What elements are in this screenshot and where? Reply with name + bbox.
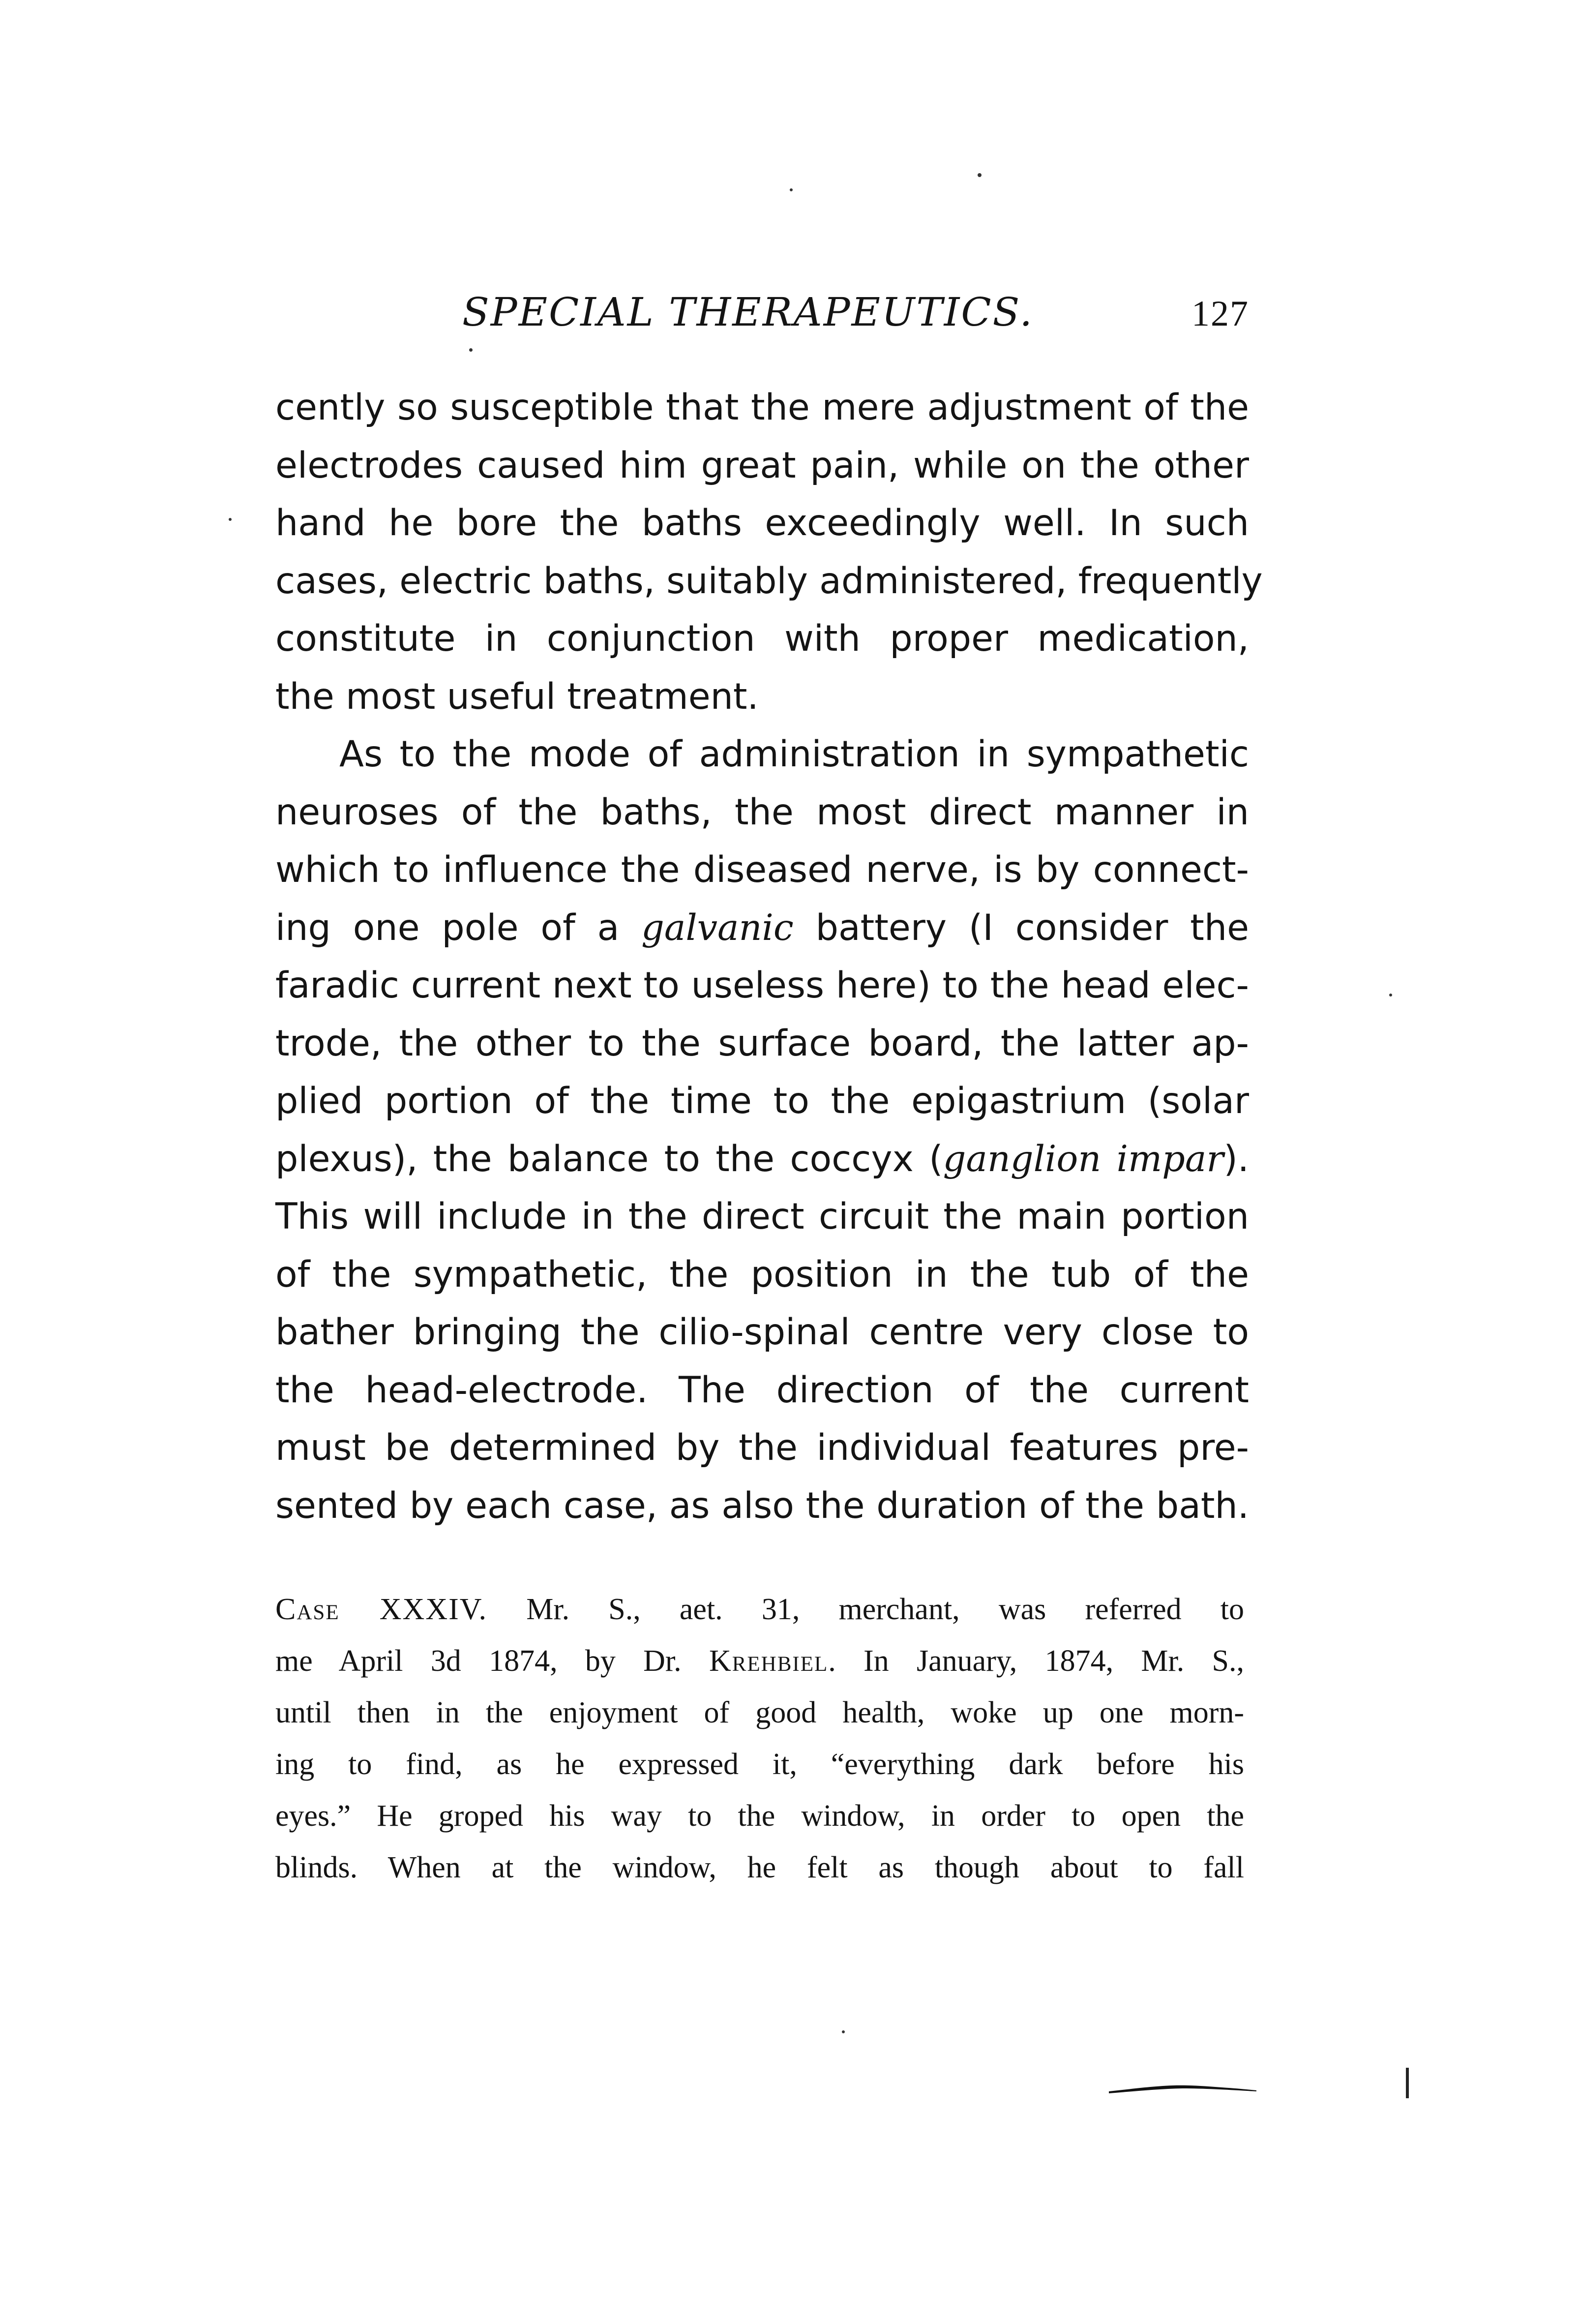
scan-speck xyxy=(229,518,232,521)
italic-term: ganglion impar xyxy=(943,1138,1224,1180)
scan-speck xyxy=(1389,994,1392,996)
text-line: until then in the enjoyment of good health, woke up one morn- xyxy=(275,1696,1244,1729)
scan-speck xyxy=(790,188,793,191)
body-text xyxy=(275,379,1263,1535)
text-line xyxy=(275,1584,1244,1635)
text-line: plied portion of the time to the epigastrium (solar xyxy=(275,1080,1249,1122)
case-label: Case XXXIV. xyxy=(275,1593,488,1626)
text-line: cases, electric baths, suitably administered, frequently xyxy=(275,560,1263,602)
text-line: constitute in conjunction with proper medication, xyxy=(275,618,1249,660)
edge-mark xyxy=(1404,2066,1411,2100)
text-line: which to influence the diseased nerve, is by connect- xyxy=(275,849,1249,891)
case-note xyxy=(275,1584,1244,1894)
running-header xyxy=(275,289,1249,343)
text-line: sented by each case, as also the duration of the bath. xyxy=(275,1484,1249,1527)
text-line: faradic current next to useless here) to the head elec- xyxy=(275,965,1249,1006)
scan-speck xyxy=(842,2030,845,2033)
text-line: As to the mode of administration in sympathetic xyxy=(339,733,1249,775)
scan-speck xyxy=(469,348,473,352)
text-fragment: battery (I consider the xyxy=(793,906,1249,949)
text-line: blinds. When at the window, he felt as though about to fall xyxy=(275,1851,1244,1884)
scan-speck xyxy=(978,173,982,177)
text-line: the head-electrode. The direction of the current xyxy=(275,1369,1249,1411)
text-line: of the sympathetic, the position in the tub of the xyxy=(275,1253,1249,1296)
text-fragment: Mr. S., aet. 31, merchant, was referred to xyxy=(487,1593,1245,1626)
text-line: neuroses of the baths, the most direct manner in xyxy=(275,791,1249,833)
text-line xyxy=(275,1130,1249,1188)
page-number: 127 xyxy=(1191,294,1249,334)
text-line: must be determined by the individual features pre- xyxy=(275,1427,1249,1469)
doctor-name: Krehbiel xyxy=(709,1644,829,1678)
text-line: eyes.” He groped his way to the window, in order to open the xyxy=(275,1799,1244,1833)
text-fragment: ing one pole of a xyxy=(275,906,642,949)
text-fragment: me April 3d 1874, by Dr. xyxy=(275,1644,709,1678)
text-line: ing to find, as he expressed it, “everything dark before his xyxy=(275,1748,1244,1781)
text-line xyxy=(275,1635,1244,1687)
text-line: hand he bore the baths exceedingly well. In such xyxy=(275,502,1249,544)
ink-smudge xyxy=(1109,2081,1256,2095)
running-title: SPECIAL THERAPEUTICS. xyxy=(462,289,1034,335)
text-line: electrodes caused him great pain, while on the other xyxy=(275,444,1249,486)
text-fragment: . In January, 1874, Mr. S., xyxy=(828,1644,1244,1678)
text-line: cently so susceptible that the mere adjustment of the xyxy=(275,387,1249,428)
text-fragment: plexus), the balance to the coccyx ( xyxy=(275,1138,943,1180)
text-line: trode, the other to the surface board, the latter ap- xyxy=(275,1022,1249,1064)
text-line: the most useful treatment. xyxy=(275,675,759,718)
italic-term: galvanic xyxy=(641,906,794,949)
text-fragment: ). xyxy=(1223,1138,1250,1180)
text-line: bather bringing the cilio-spinal centre very close to xyxy=(275,1311,1249,1353)
text-line: This will include in the direct circuit the main portion xyxy=(275,1196,1249,1237)
text-line xyxy=(275,899,1249,957)
